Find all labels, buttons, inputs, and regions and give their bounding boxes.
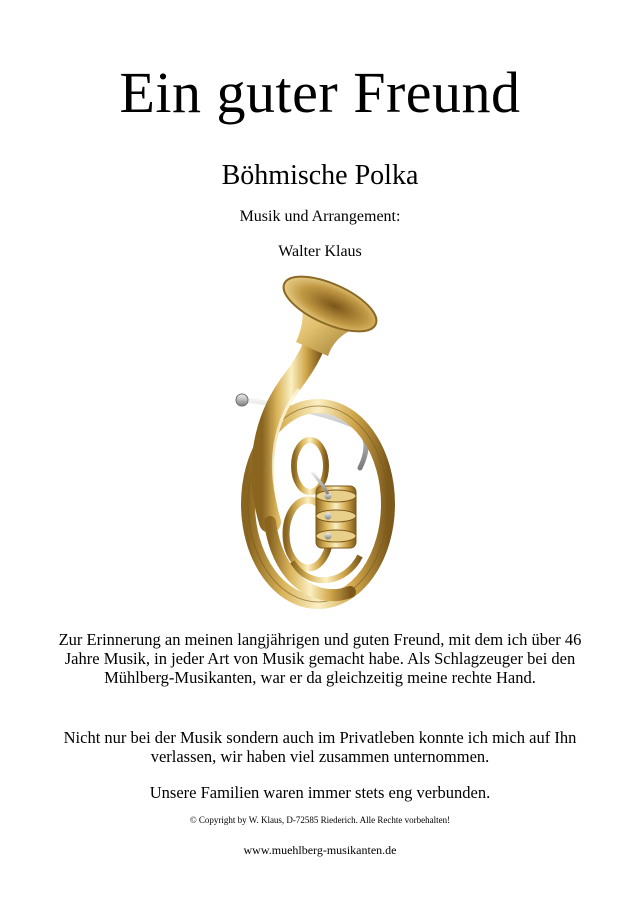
website-link[interactable]: www.muehlberg-musikanten.de <box>243 843 397 857</box>
family-paragraph: Unsere Familien waren immer stets eng verbunden. <box>149 783 491 802</box>
tenor-horn-icon <box>200 272 440 614</box>
dedication-paragraph: Zur Erinnerung an meinen langjährigen und guten Freund, mit dem ich über 46 Jahre Musik, in jeder Art von Musik gemacht habe. Als Schlagzeuger bei den Mühlberg-Musikanten, war er da gleichzeitig meine rechte Hand. <box>58 630 582 687</box>
composer-name: Walter Klaus <box>278 243 362 260</box>
private-life-paragraph: Nicht nur bei der Musik sondern auch im Privatleben konnte ich mich auf Ihn verlassen, wir haben viel zusammen unternommen. <box>63 728 577 766</box>
page-title: Ein guter Freund <box>119 60 521 125</box>
subtitle: Böhmische Polka <box>221 160 419 191</box>
credit-label: Musik und Arrangement: <box>239 208 401 225</box>
copyright-notice: © Copyright by W. Klaus, D-72585 Riederich. Alle Rechte vorbehalten! <box>189 815 451 825</box>
